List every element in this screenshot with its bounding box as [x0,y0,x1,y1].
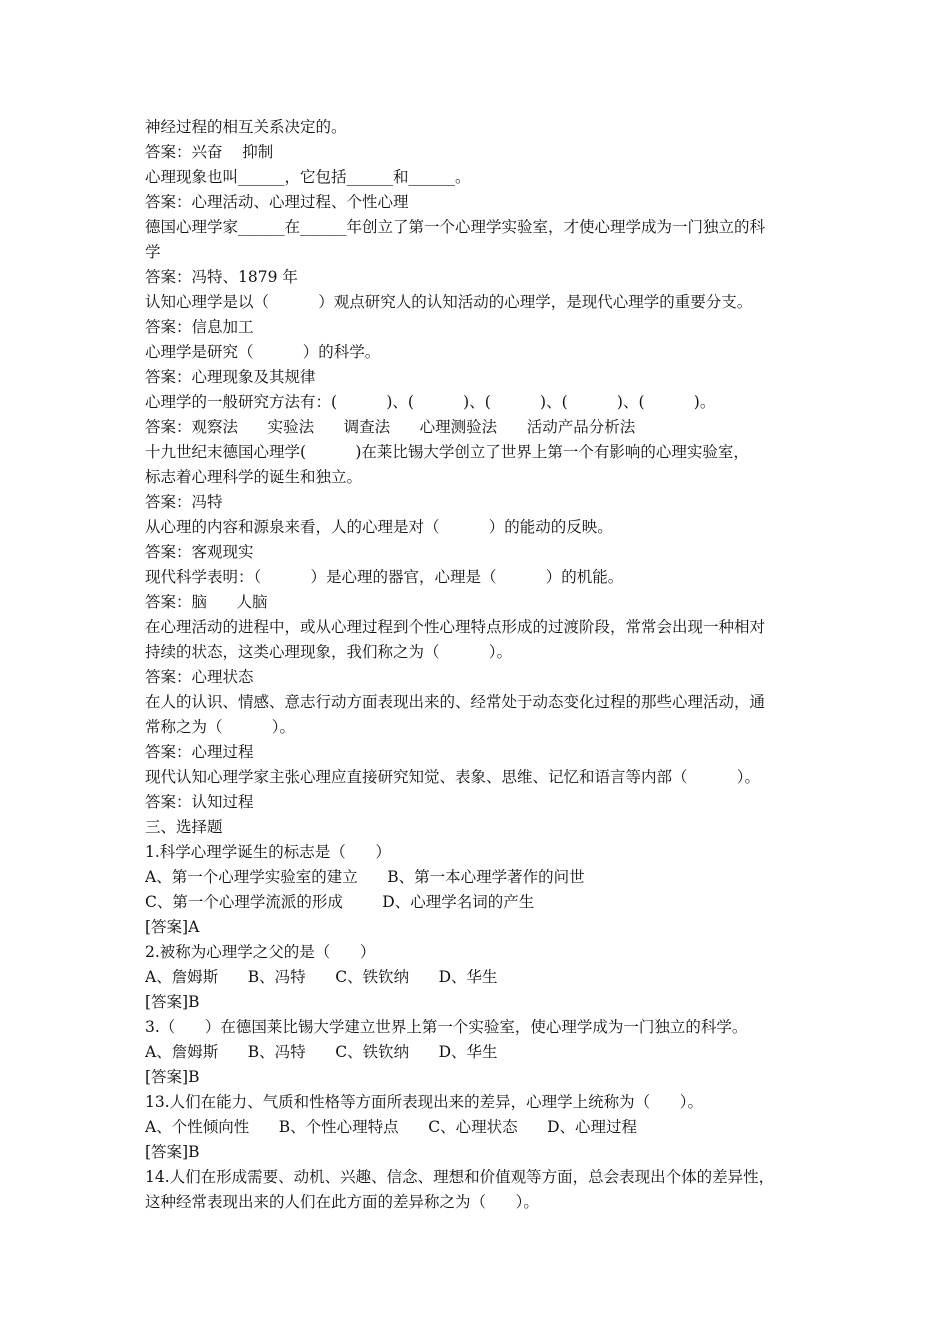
options-line: C、第一个心理学流派的形成 D、心理学名词的产生 [145,893,535,911]
question-line: 心理现象也叫______，它包括______和______。 [145,168,471,186]
answer-line: 答案：认知过程 [145,793,254,811]
answer-line: [答案]B [145,1068,200,1086]
answer-line: 答案：脑 人脑 [145,593,268,611]
answer-line: [答案]A [145,918,200,936]
question-line: 3.（ ）在德国莱比锡大学建立世界上第一个实验室，使心理学成为一门独立的科学。 [145,1018,748,1036]
question-line: 2.被称为心理学之父的是（ ） [145,943,376,961]
document-page [145,115,815,1215]
answer-line: 答案：客观现实 [145,543,254,561]
options-line: A、个性倾向性 B、个性心理特点 C、心理状态 D、心理过程 [145,1118,638,1136]
question-line: 从心理的内容和源泉来看，人的心理是对（ ）的能动的反映。 [145,518,613,536]
options-line: A、第一个心理学实验室的建立 B、第一本心理学著作的问世 [145,868,585,886]
answer-line: 答案：冯特 [145,493,223,511]
answer-line: 答案：心理过程 [145,743,254,761]
answer-line: 答案：心理现象及其规律 [145,368,316,386]
answer-line: [答案]B [145,993,200,1011]
question-line: 心理学的一般研究方法有：( )、( )、( )、( )、( )。 [145,393,716,411]
answer-line: 答案：信息加工 [145,318,254,336]
question-line: 德国心理学家______在______年创立了第一个心理学实验室，才使心理学成为一门独立的科 [145,218,766,236]
question-line: 现代科学表明：（ ）是心理的器官，心理是（ ）的机能。 [145,568,624,586]
options-line: A、詹姆斯 B、冯特 C、铁钦纳 D、华生 [145,1043,498,1061]
question-line: 十九世纪末德国心理学( )在莱比锡大学创立了世界上第一个有影响的心理实验室， [145,443,749,461]
answer-line: 答案：心理活动、心理过程、个性心理 [145,193,409,211]
answer-line: 答案：冯特、1879 年 [145,268,298,286]
answer-line: 答案：兴奋 抑制 [145,143,274,161]
question-line-continued: 持续的状态，这类心理现象，我们称之为（ ）。 [145,643,513,661]
question-line: 13.人们在能力、气质和性格等方面所表现出来的差异，心理学上统称为（ ）。 [145,1093,703,1111]
question-line-continued: 学 [145,243,161,261]
answer-line: [答案]B [145,1143,200,1161]
question-line: 现代认知心理学家主张心理应直接研究知觉、表象、思维、记忆和语言等内部（ ）。 [145,768,761,786]
answer-line: 答案：观察法 实验法 调查法 心理测验法 活动产品分析法 [145,418,636,436]
text-line: 神经过程的相互关系决定的。 [145,118,347,136]
question-line-continued: 这种经常表现出来的人们在此方面的差异称之为（ ）。 [145,1193,539,1211]
question-line-continued: 标志着心理科学的诞生和独立。 [145,468,363,486]
question-line: 1.科学心理学诞生的标志是（ ） [145,843,391,861]
question-line: 在心理活动的进程中，或从心理过程到个性心理特点形成的过渡阶段，常常会出现一种相对 [145,618,766,636]
question-line-continued: 常称之为（ ）。 [145,718,296,736]
question-line: 在人的认识、情感、意志行动方面表现出来的、经常处于动态变化过程的那些心理活动，通 [145,693,766,711]
options-line: A、詹姆斯 B、冯特 C、铁钦纳 D、华生 [145,968,498,986]
question-line: 14.人们在形成需要、动机、兴趣、信念、理想和价值观等方面，总会表现出个体的差异性， [145,1168,775,1186]
question-line: 认知心理学是以（ ）观点研究人的认知活动的心理学，是现代心理学的重要分支。 [145,293,753,311]
answer-line: 答案：心理状态 [145,668,254,686]
section-heading: 三、选择题 [145,818,223,836]
question-line: 心理学是研究（ ）的科学。 [145,343,381,361]
